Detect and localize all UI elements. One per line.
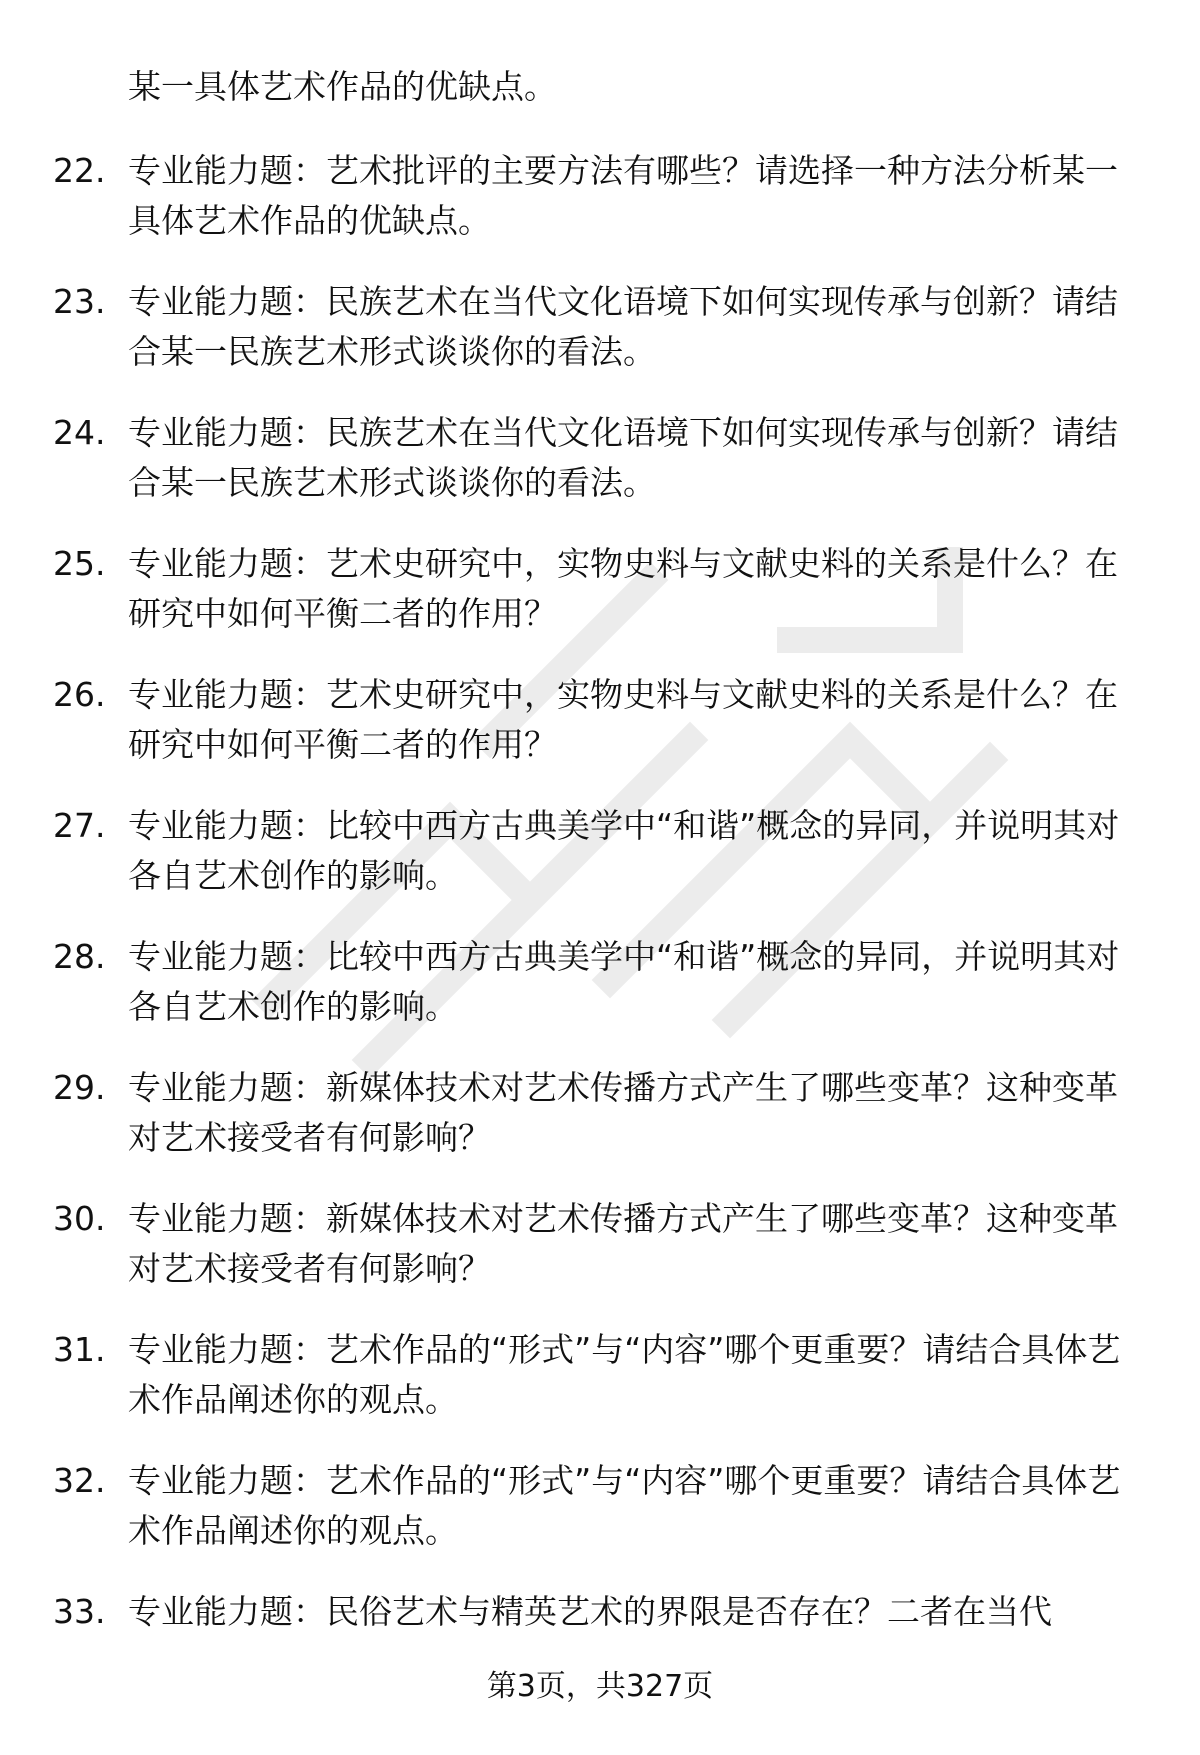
question-number: 31. [53,1330,106,1369]
question-text: 专业能力题：艺术批评的主要方法有哪些？请选择一种方法分析某一具体艺术作品的优缺点。 [128,151,1118,240]
question-text: 专业能力题：艺术史研究中，实物史料与文献史料的关系是什么？在研究中如何平衡二者的作用？ [128,675,1118,764]
question-text: 专业能力题：新媒体技术对艺术传播方式产生了哪些变革？这种变革对艺术接受者有何影响？ [128,1199,1118,1288]
question-number: 23. [53,282,106,321]
question-text: 专业能力题：艺术作品的“形式”与“内容”哪个更重要？请结合具体艺术作品阐述你的观点。 [128,1330,1121,1419]
question-text: 专业能力题：艺术史研究中，实物史料与文献史料的关系是什么？在研究中如何平衡二者的作用？ [128,544,1118,633]
question-text: 专业能力题：民俗艺术与精英艺术的界限是否存在？二者在当代 [128,1592,1052,1631]
question-item [0,408,1200,539]
question-number: 22. [53,151,106,190]
question-text: 专业能力题：民族艺术在当代文化语境下如何实现传承与创新？请结合某一民族艺术形式谈谈你的看法。 [128,413,1118,502]
question-item [0,1194,1200,1325]
question-number: 26. [53,675,106,714]
question-number: 32. [53,1461,106,1500]
page-footer: 第3页，共327页 [486,1669,714,1704]
question-item [0,932,1200,1063]
question-text: 专业能力题：比较中西方古典美学中“和谐”概念的异同，并说明其对各自艺术创作的影响。 [128,937,1120,1026]
question-text: 专业能力题：艺术作品的“形式”与“内容”哪个更重要？请结合具体艺术作品阐述你的观点。 [128,1461,1121,1550]
question-item [0,146,1200,277]
question-item [0,1456,1200,1587]
question-list [0,146,1200,1718]
question-item [0,277,1200,408]
question-number: 33. [53,1592,106,1631]
question-text: 专业能力题：比较中西方古典美学中“和谐”概念的异同，并说明其对各自艺术创作的影响。 [128,806,1120,895]
question-item [0,1063,1200,1194]
question-number: 30. [53,1199,106,1238]
question-number: 28. [53,937,106,976]
question-text: 专业能力题：民族艺术在当代文化语境下如何实现传承与创新？请结合某一民族艺术形式谈谈你的看法。 [128,282,1118,371]
question-item [0,1325,1200,1456]
question-number: 24. [53,413,106,452]
question-text: 专业能力题：新媒体技术对艺术传播方式产生了哪些变革？这种变革对艺术接受者有何影响？ [128,1068,1118,1157]
continuation-text: 某一具体艺术作品的优缺点。 [128,67,557,106]
question-item [0,670,1200,801]
question-number: 25. [53,544,106,583]
question-number: 29. [53,1068,106,1107]
question-item [0,539,1200,670]
question-number: 27. [53,806,106,845]
question-item [0,801,1200,932]
